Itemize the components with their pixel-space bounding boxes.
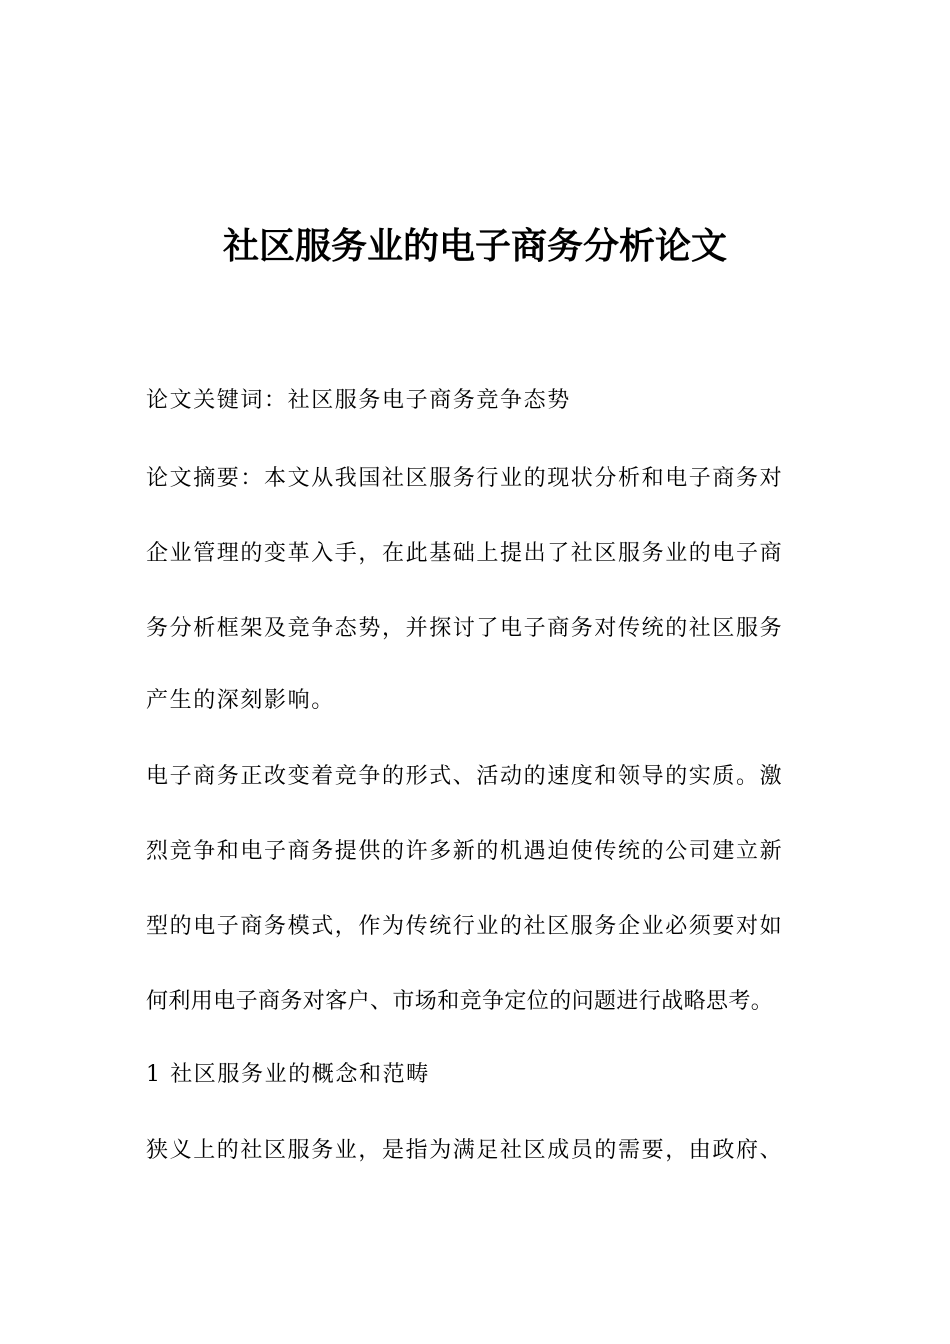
- paragraph-1-line-1: 电子商务正改变着竞争的形式、活动的速度和领导的实质。激: [146, 764, 784, 789]
- keywords-line: 论文关键词：社区服务电子商务竞争态势: [146, 388, 571, 413]
- abstract-line-1: 论文摘要：本文从我国社区服务行业的现状分析和电子商务对: [146, 466, 784, 491]
- document-title: 社区服务业的电子商务分析论文: [222, 226, 727, 267]
- paragraph-1-line-4: 何利用电子商务对客户、市场和竞争定位的问题进行战略思考。: [146, 989, 774, 1014]
- section-1-heading: 1 社区服务业的概念和范畴: [146, 1062, 430, 1087]
- abstract-line-2: 企业管理的变革入手，在此基础上提出了社区服务业的电子商: [146, 541, 784, 566]
- abstract-line-4: 产生的深刻影响。: [146, 688, 335, 713]
- paragraph-2-line-1: 狭义上的社区服务业，是指为满足社区成员的需要，由政府、: [146, 1138, 784, 1163]
- paragraph-1-line-2: 烈竞争和电子商务提供的许多新的机遇迫使传统的公司建立新: [146, 839, 784, 864]
- abstract-line-3: 务分析框架及竞争态势，并探讨了电子商务对传统的社区服务: [146, 616, 784, 641]
- paragraph-1-line-3: 型的电子商务模式，作为传统行业的社区服务企业必须要对如: [146, 914, 784, 939]
